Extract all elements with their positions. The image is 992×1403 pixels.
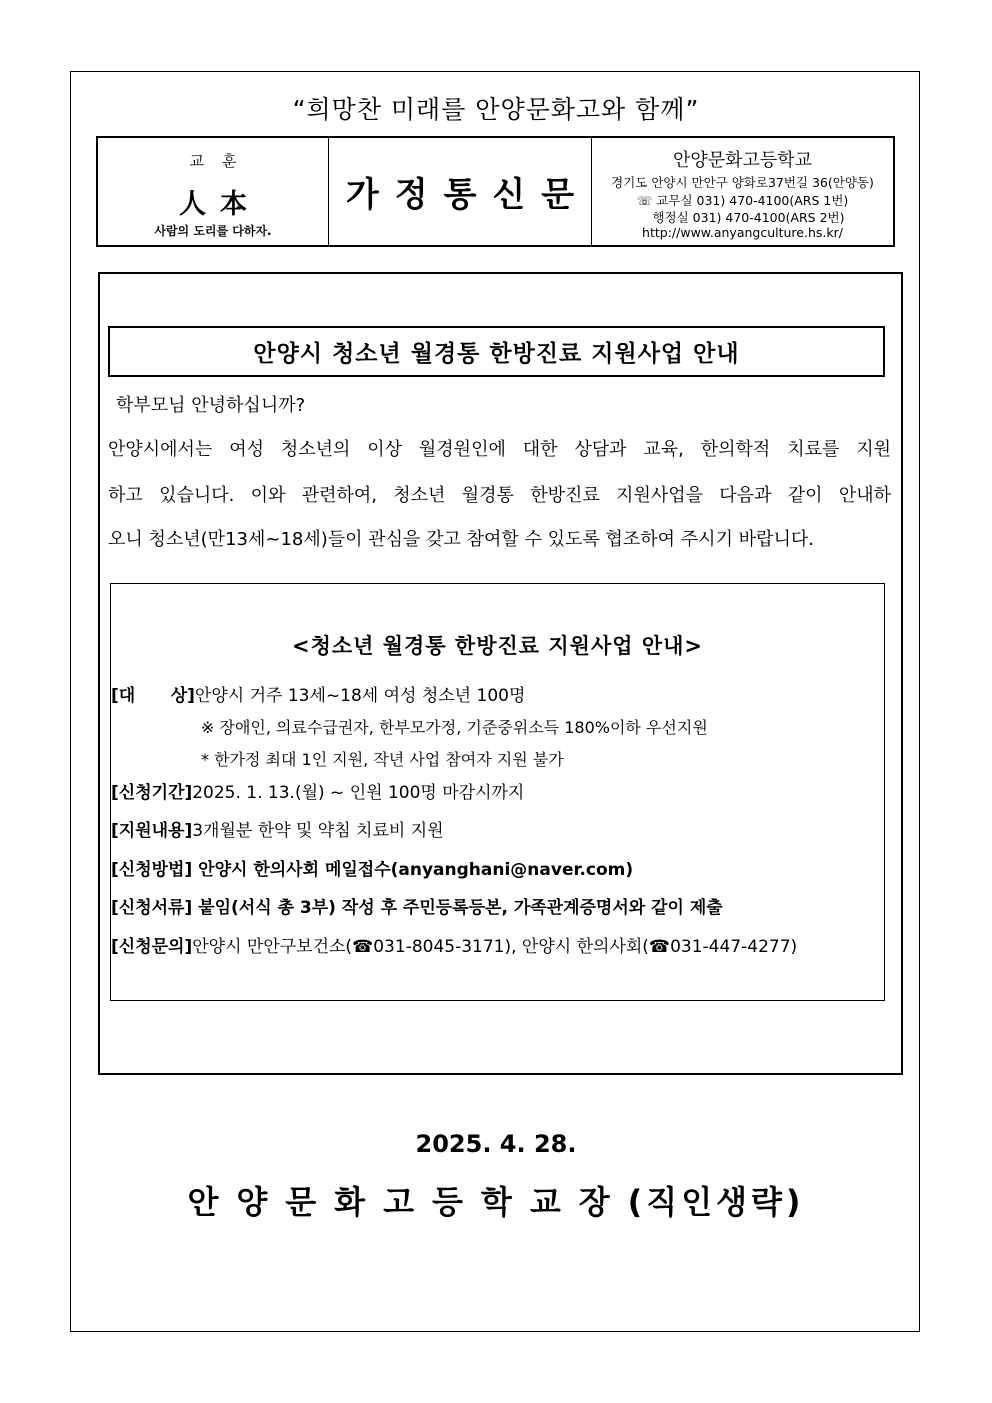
signature-school: 안양문화고등학교장: [187, 1183, 628, 1221]
program-title: <청소년 월경통 한방진료 지원사업 안내>: [291, 634, 703, 658]
paragraph-line-1: 안양시에서는 여성 청소년의 이상 월경원인에 대한 상담과 교육, 한의학적 치료를 지원: [108, 439, 891, 460]
paragraph-line-2: 하고 있습니다. 이와 관련하여, 청소년 월경통 한방진료 지원사업을 다음과 같이 안내하: [108, 485, 891, 506]
note-limit: * 한가정 최대 1인 지원, 작년 사업 참여자 지원 불가: [201, 750, 564, 769]
content-value: 3개월분 한약 및 약침 치료비 지원: [192, 821, 444, 841]
school-address: 경기도 안양시 만안구 양화로37번길 36(안양동): [611, 175, 874, 190]
row-inquiry: [111, 932, 797, 957]
row-period: [111, 778, 524, 803]
school-cell: [592, 138, 893, 245]
paragraph-line-3: 오니 청소년(만13세~18세)들이 관심을 갖고 참여할 수 있도록 협조하여 주시기 바랍니다.: [108, 529, 814, 550]
note-priority: ※ 장애인, 의료수급권자, 한부모가정, 기준중위소득 180%이하 우선지원: [201, 718, 708, 737]
row-content: [111, 816, 444, 841]
row-target: [111, 681, 525, 706]
school-phone-2: 행정실 031) 470-4100(ARS 2번): [652, 210, 845, 225]
issue-date: 2025. 4. 28.: [415, 1130, 577, 1158]
inquiry-value: 안양시 만안구보건소(☎031-8045-3171), 안양시 한의사회(☎031-447-4277): [192, 937, 798, 957]
signature-tail: (직인생략): [627, 1183, 805, 1221]
motto-sub: 사람의 도리를 다하자.: [154, 224, 272, 238]
period-label: [신청기간]: [111, 783, 193, 803]
document-title: 가정통신문: [345, 175, 591, 215]
header-table: [96, 136, 895, 247]
target-value: 안양시 거주 13세~18세 여성 청소년 100명: [194, 686, 526, 706]
method-value: 안양시 한의사회 메일접수(anyanghani@naver.com): [192, 860, 634, 880]
motto-main: 人本: [179, 189, 261, 220]
motto-cell: [98, 138, 329, 245]
method-label: [신청방법]: [111, 860, 193, 880]
motto-label: 교훈: [189, 152, 255, 170]
greeting: 학부모님 안녕하십니까?: [116, 395, 306, 416]
target-label: [대 상]: [111, 686, 195, 706]
slogan: “희망찬 미래를 안양문화고와 함께”: [292, 95, 700, 124]
docs-label: [신청서류]: [111, 898, 193, 918]
row-docs: [111, 893, 723, 918]
school-url[interactable]: http://www.anyangculture.hs.kr/: [642, 225, 843, 240]
period-value: 2025. 1. 13.(월) ~ 인원 100명 마감시까지: [192, 783, 525, 803]
notice-title: 안양시 청소년 월경통 한방진료 지원사업 안내: [253, 341, 740, 367]
title-cell: [329, 138, 592, 245]
content-label: [지원내용]: [111, 821, 193, 841]
notice-title-box: [108, 326, 885, 377]
inquiry-label: [신청문의]: [111, 937, 193, 957]
school-phone-1: ☏ 교무실 031) 470-4100(ARS 1번): [636, 193, 849, 208]
docs-value: 붙임(서식 총 3부) 작성 후 주민등록등본, 가족관계증명서와 같이 제출: [192, 898, 723, 918]
row-method: [111, 855, 633, 880]
signature: [0, 1177, 992, 1223]
school-name: 안양문화고등학교: [672, 150, 813, 171]
